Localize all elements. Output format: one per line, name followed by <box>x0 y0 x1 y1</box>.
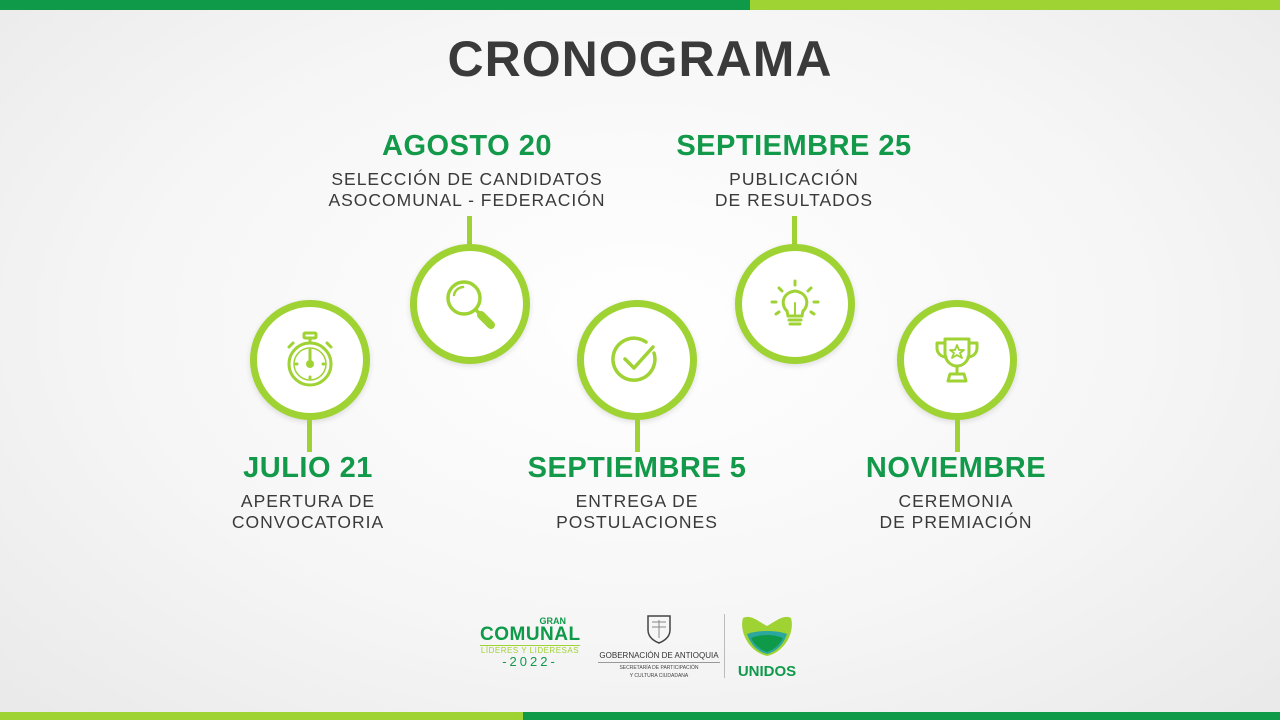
bottom-bar-light <box>0 712 523 720</box>
connector-line <box>307 418 312 452</box>
event-description <box>614 169 974 211</box>
gobernacion-logo <box>598 614 720 679</box>
event-desc-line: CONVOCATORIA <box>231 512 385 532</box>
event-desc-line: ASOCOMUNAL - FEDERACIÓN <box>328 190 606 210</box>
unidos-mark-icon <box>737 612 797 658</box>
event-septiembre-5 <box>457 452 817 533</box>
logos-footer <box>0 612 1280 692</box>
logo-text: Y CULTURA CIUDADANA <box>629 673 689 679</box>
logo-text: GOBERNACIÓN DE ANTIOQUIA <box>598 651 720 663</box>
check-circle <box>577 300 697 420</box>
logo-text: SECRETARÍA DE PARTICIPACIÓN <box>619 665 699 671</box>
top-bar-dark <box>0 0 750 10</box>
event-desc-line: PUBLICACIÓN <box>729 169 859 189</box>
event-date: NOVIEMBRE <box>865 452 1047 484</box>
event-date: AGOSTO 20 <box>382 130 552 162</box>
magnifier-icon <box>439 273 501 335</box>
event-noviembre <box>776 452 1136 533</box>
logo-text: LÍDERES Y LIDERESAS <box>480 646 580 655</box>
logo-text: GRAN <box>539 616 566 626</box>
event-agosto <box>287 130 647 211</box>
trophy-icon <box>926 329 988 391</box>
event-date: SEPTIEMBRE 5 <box>527 452 747 484</box>
stopwatch-circle <box>250 300 370 420</box>
event-description <box>128 491 488 533</box>
event-desc-line: ENTREGA DE <box>575 491 699 511</box>
event-date: JULIO 21 <box>243 452 373 484</box>
event-date: SEPTIEMBRE 25 <box>676 130 912 162</box>
event-description <box>457 491 817 533</box>
trophy-circle <box>897 300 1017 420</box>
logo-text: UNIDOS <box>737 663 797 680</box>
gran-comunal-logo <box>480 616 580 669</box>
page-title: CRONOGRAMA <box>447 31 833 87</box>
logo-text: COMUNAL <box>480 624 581 645</box>
event-desc-line: CEREMONIA <box>898 491 1014 511</box>
stopwatch-icon <box>279 329 341 391</box>
event-julio <box>128 452 488 533</box>
event-desc-line: DE RESULTADOS <box>714 190 874 210</box>
lightbulb-circle <box>735 244 855 364</box>
event-septiembre-25 <box>614 130 974 211</box>
lightbulb-icon <box>764 273 826 335</box>
event-desc-line: POSTULACIONES <box>556 512 718 532</box>
top-bar-light <box>750 0 1280 10</box>
coat-of-arms-icon <box>645 614 673 644</box>
unidos-logo <box>732 612 802 680</box>
bottom-bar-dark <box>523 712 1280 720</box>
event-description <box>776 491 1136 533</box>
magnifier-circle <box>410 244 530 364</box>
event-desc-line: SELECCIÓN DE CANDIDATOS <box>331 169 603 189</box>
event-desc-line: DE PREMIACIÓN <box>879 512 1033 532</box>
logo-text: -2022- <box>502 654 558 669</box>
connector-line <box>955 418 960 452</box>
connector-line <box>635 418 640 452</box>
event-description <box>287 169 647 211</box>
logo-divider <box>724 614 725 678</box>
event-desc-line: APERTURA DE <box>240 491 376 511</box>
check-circle-icon <box>606 329 668 391</box>
